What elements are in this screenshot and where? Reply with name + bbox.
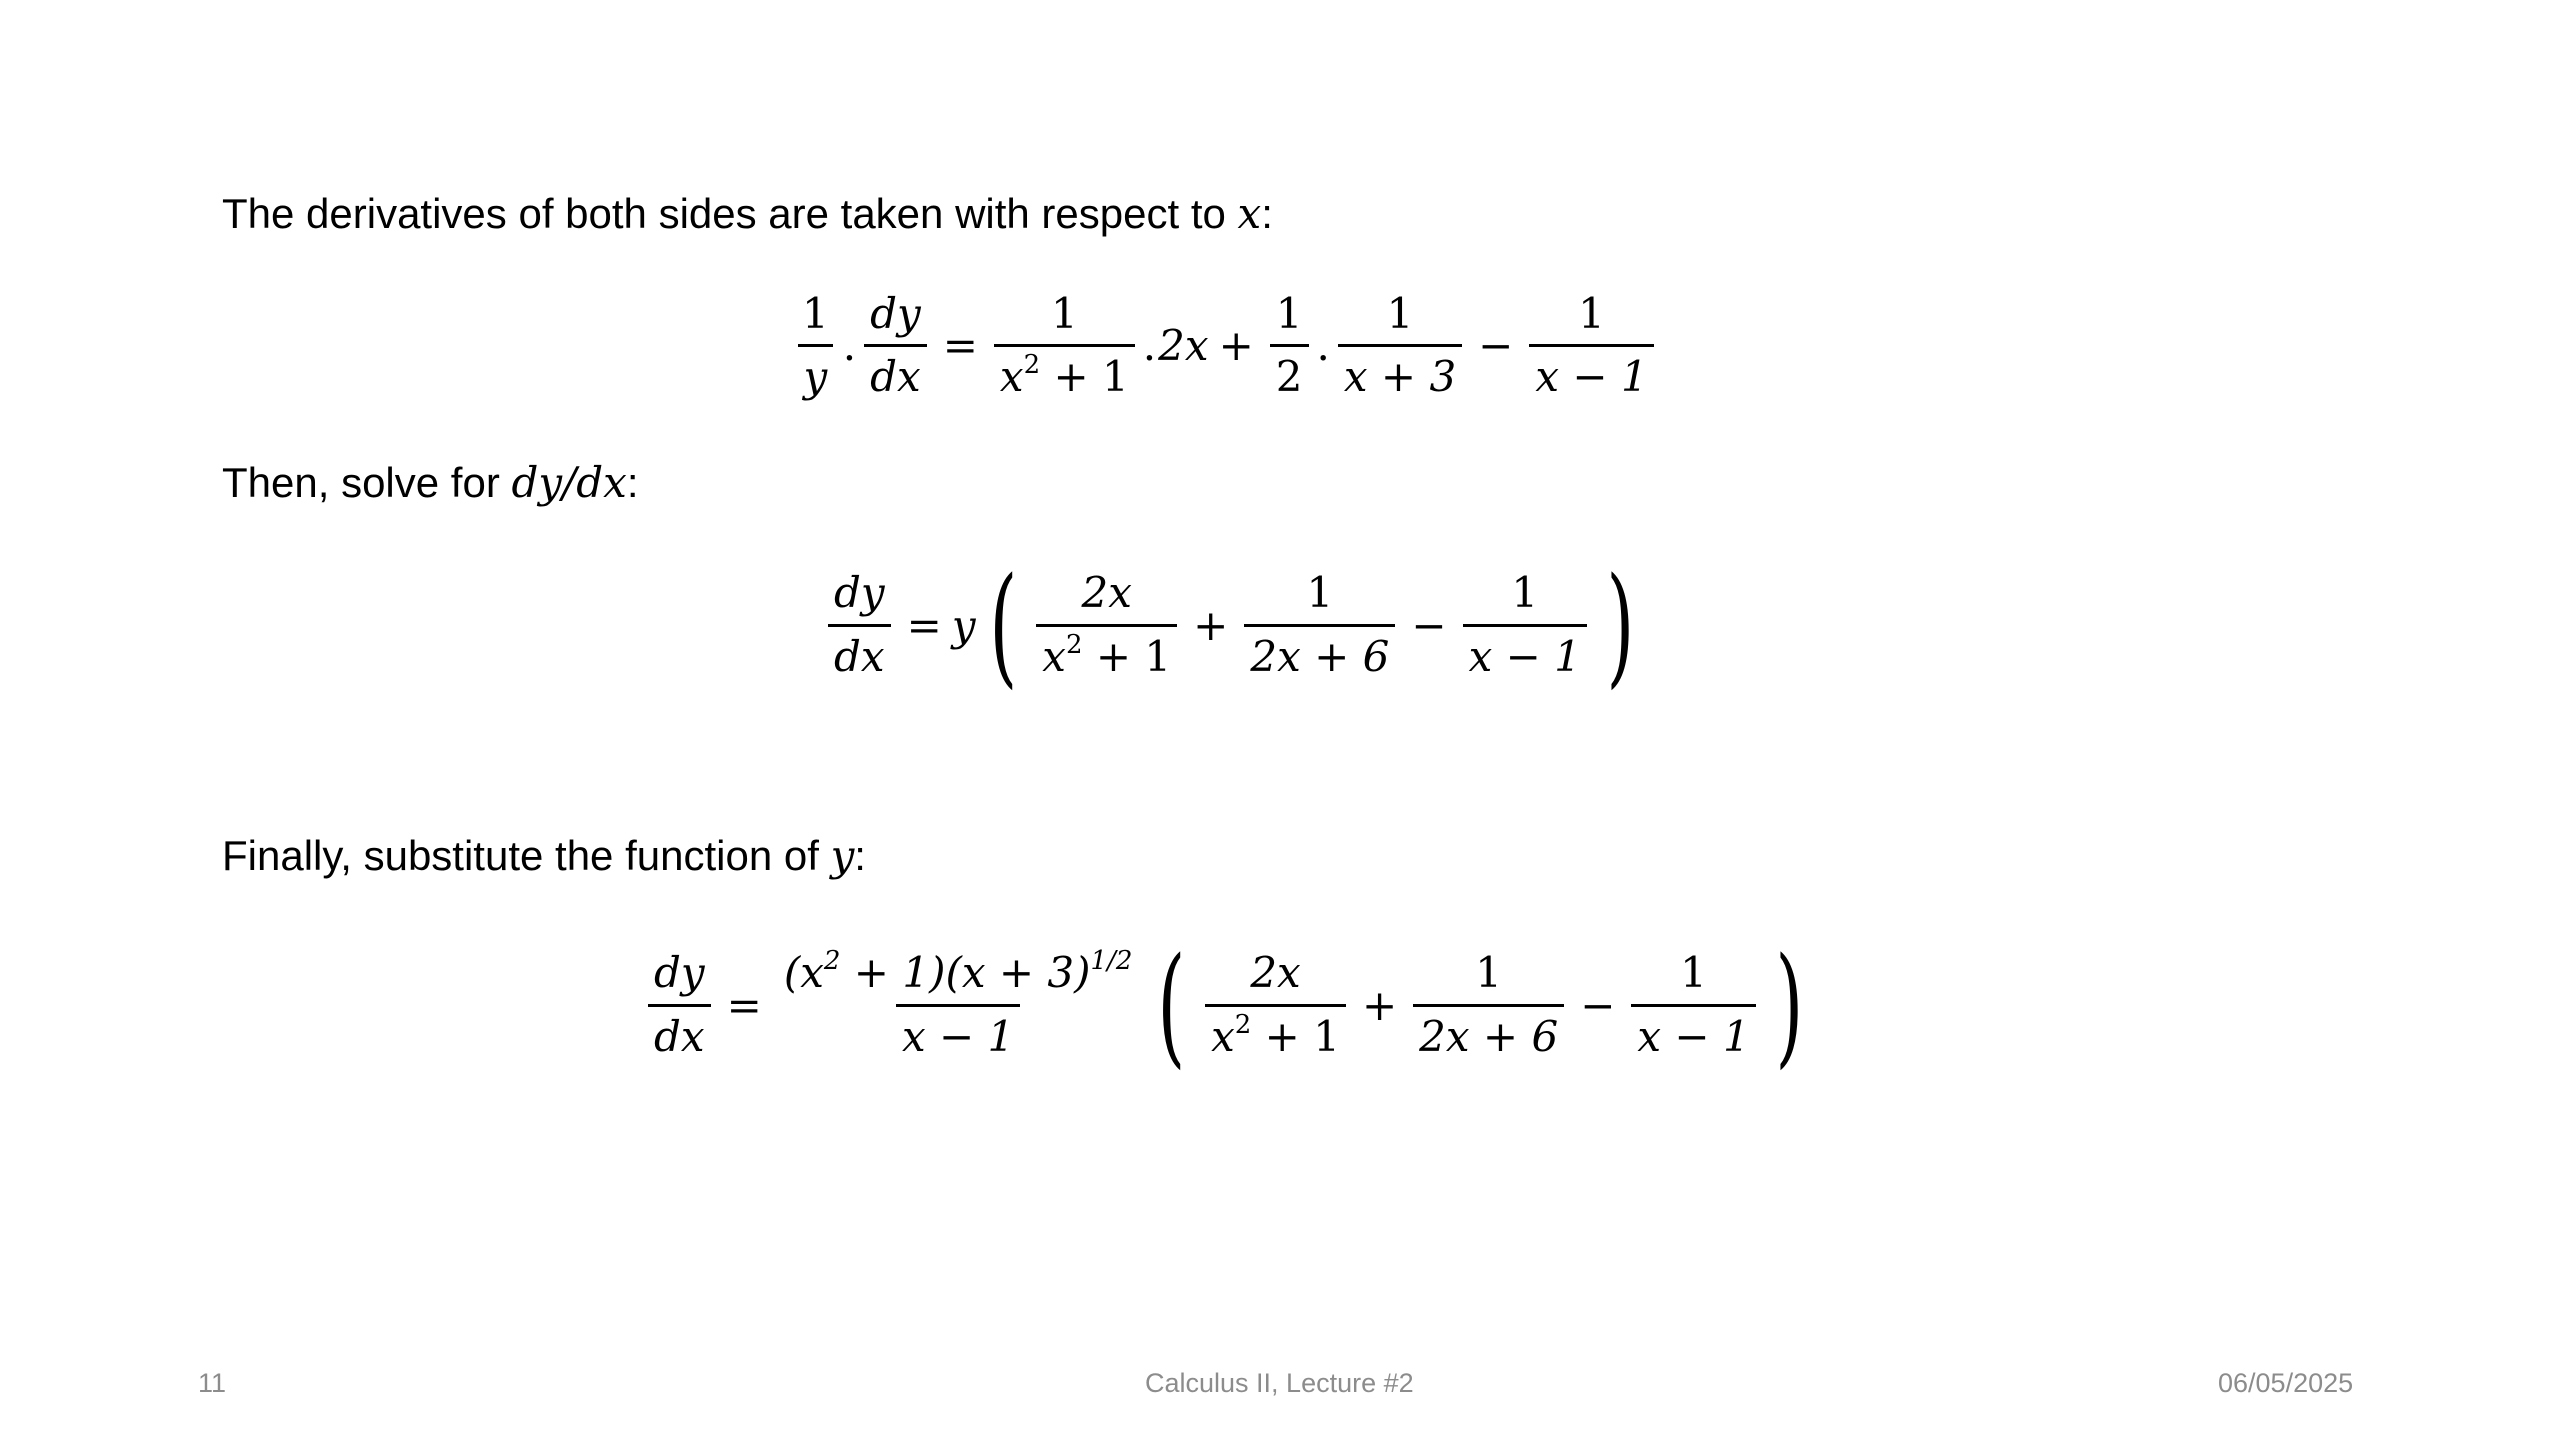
eq1-f4-den: 2 [1270, 344, 1309, 399]
eq3-left-paren: ( [1157, 929, 1186, 1081]
eq3-big-fraction [778, 946, 1139, 1061]
eq3-equals: = [726, 980, 762, 1030]
eq2-left-paren: ( [988, 549, 1017, 701]
eq3-t2-den: 2x + 6 [1413, 1004, 1564, 1059]
eq2-lhs-den: dx [828, 624, 891, 679]
eq1-minus: − [1478, 321, 1514, 371]
eq2-t2-den: 2x + 6 [1244, 624, 1395, 679]
step2-suffix: : [626, 459, 639, 506]
eq1-f2-den: dx [864, 344, 927, 399]
eq2-t1-den-rest: + 1 [1082, 631, 1172, 681]
eq2-t3-den: x − 1 [1463, 624, 1587, 679]
eq2-term1 [1036, 568, 1177, 681]
equation-2 [822, 549, 1648, 701]
equation-1: $\frac{1}{y}$ . $\frac{dy}{dx}$ = $\frac{1}{x^2 + 1}$ . 2x + $\frac{1}{2}$ . $\frac{1}{x + 3}$ − $\frac{1}{x - 1}$ [790, 292, 1660, 399]
eq1-f3-den-rest: + 1 [1040, 352, 1129, 402]
eq3-t1-num: 2x [1250, 948, 1301, 998]
eq2-term2 [1244, 568, 1395, 681]
eq2-term3 [1463, 568, 1587, 681]
eq2-plus: + [1193, 600, 1229, 650]
eq3-lhs-den: dx [648, 1004, 711, 1059]
eq3-term3 [1631, 948, 1755, 1061]
eq2-t2-num: 1 [1306, 568, 1334, 618]
eq3-t2-num: 1 [1475, 948, 1503, 998]
step3-text [222, 831, 866, 880]
eq3-minus: − [1580, 980, 1616, 1030]
eq3-big-num-b: + 1)(x + 3) [840, 948, 1091, 998]
eq1-frac-1-over-xm1 [1529, 289, 1653, 402]
equation-3 [642, 929, 1816, 1081]
step3-prefix: Finally, substitute the function of [222, 832, 831, 879]
eq3-big-den: x − 1 [896, 1004, 1020, 1059]
eq3-t1-den-rest: + 1 [1251, 1011, 1340, 1061]
step1-prefix: The derivatives of both sides are taken with respect to [222, 190, 1238, 237]
step3-var: y [830, 831, 855, 880]
eq3-big-num-exp1: 2 [823, 946, 841, 977]
eq3-t3-den: x − 1 [1631, 1004, 1755, 1059]
eq1-f3-den-base: x [999, 352, 1024, 402]
eq2-t1-den-base: x [1042, 631, 1066, 681]
step3-suffix: : [854, 832, 866, 879]
step1-suffix: : [1261, 190, 1273, 237]
eq3-t1-den-exp: 2 [1234, 1009, 1252, 1040]
eq1-f5-den: x + 3 [1338, 344, 1462, 399]
eq2-minus: − [1411, 600, 1447, 650]
eq2-right-paren: ) [1606, 549, 1635, 701]
eq3-right-paren: ) [1775, 929, 1804, 1081]
eq1-frac-1-over-xp3 [1338, 289, 1462, 402]
eq3-plus: + [1361, 980, 1398, 1030]
eq1-frac-1-over-2 [1270, 289, 1309, 402]
eq1-f1-num: 1 [802, 289, 829, 338]
eq1-frac-1-over-x2p1 [994, 289, 1135, 402]
eq1-f6-num: 1 [1578, 289, 1605, 338]
eq3-big-num-a: (x [783, 948, 824, 998]
eq2-t1-den-exp: 2 [1065, 629, 1083, 660]
footer-date: 06/05/2025 [2218, 1368, 2354, 1398]
eq1-plus: + [1218, 321, 1254, 371]
eq3-term1 [1205, 948, 1346, 1061]
step2-text [222, 458, 639, 507]
footer-course: Calculus II, Lecture #2 [1145, 1368, 1414, 1398]
step2-var: dy/dx [511, 458, 627, 507]
step1-var: x [1237, 189, 1262, 238]
eq2-t1-num: 2x [1081, 568, 1132, 618]
eq1-f1-den: y [798, 344, 834, 399]
eq1-frac-dy-dx [864, 289, 927, 402]
eq1-f5-num: 1 [1386, 289, 1414, 338]
footer-page-number: 11 [198, 1368, 227, 1398]
eq1-equals: = [942, 321, 978, 371]
eq2-lhs [828, 568, 891, 681]
eq3-t1-den-base: x [1211, 1011, 1235, 1061]
eq1-f3-num: 1 [1050, 289, 1078, 338]
eq1-f3-den-exp: 2 [1023, 350, 1041, 381]
eq3-big-num-exp2: 1/2 [1090, 946, 1133, 977]
eq2-y: y [951, 600, 976, 650]
step2-prefix: Then, solve for [222, 459, 512, 506]
eq1-2x: 2x [1158, 321, 1209, 371]
eq3-lhs [648, 948, 711, 1061]
eq3-term2 [1413, 948, 1564, 1061]
eq1-f2-num: dy [870, 289, 921, 338]
eq3-t3-num: 1 [1680, 948, 1707, 998]
eq2-t3-num: 1 [1511, 568, 1539, 618]
eq3-lhs-num: dy [654, 948, 705, 998]
step1-text [222, 189, 1273, 238]
eq2-lhs-num: dy [834, 568, 885, 618]
eq1-f4-num: 1 [1275, 289, 1303, 338]
eq1-f6-den: x − 1 [1529, 344, 1653, 399]
eq1-frac-1-over-y [796, 289, 835, 402]
eq2-equals: = [906, 600, 942, 650]
